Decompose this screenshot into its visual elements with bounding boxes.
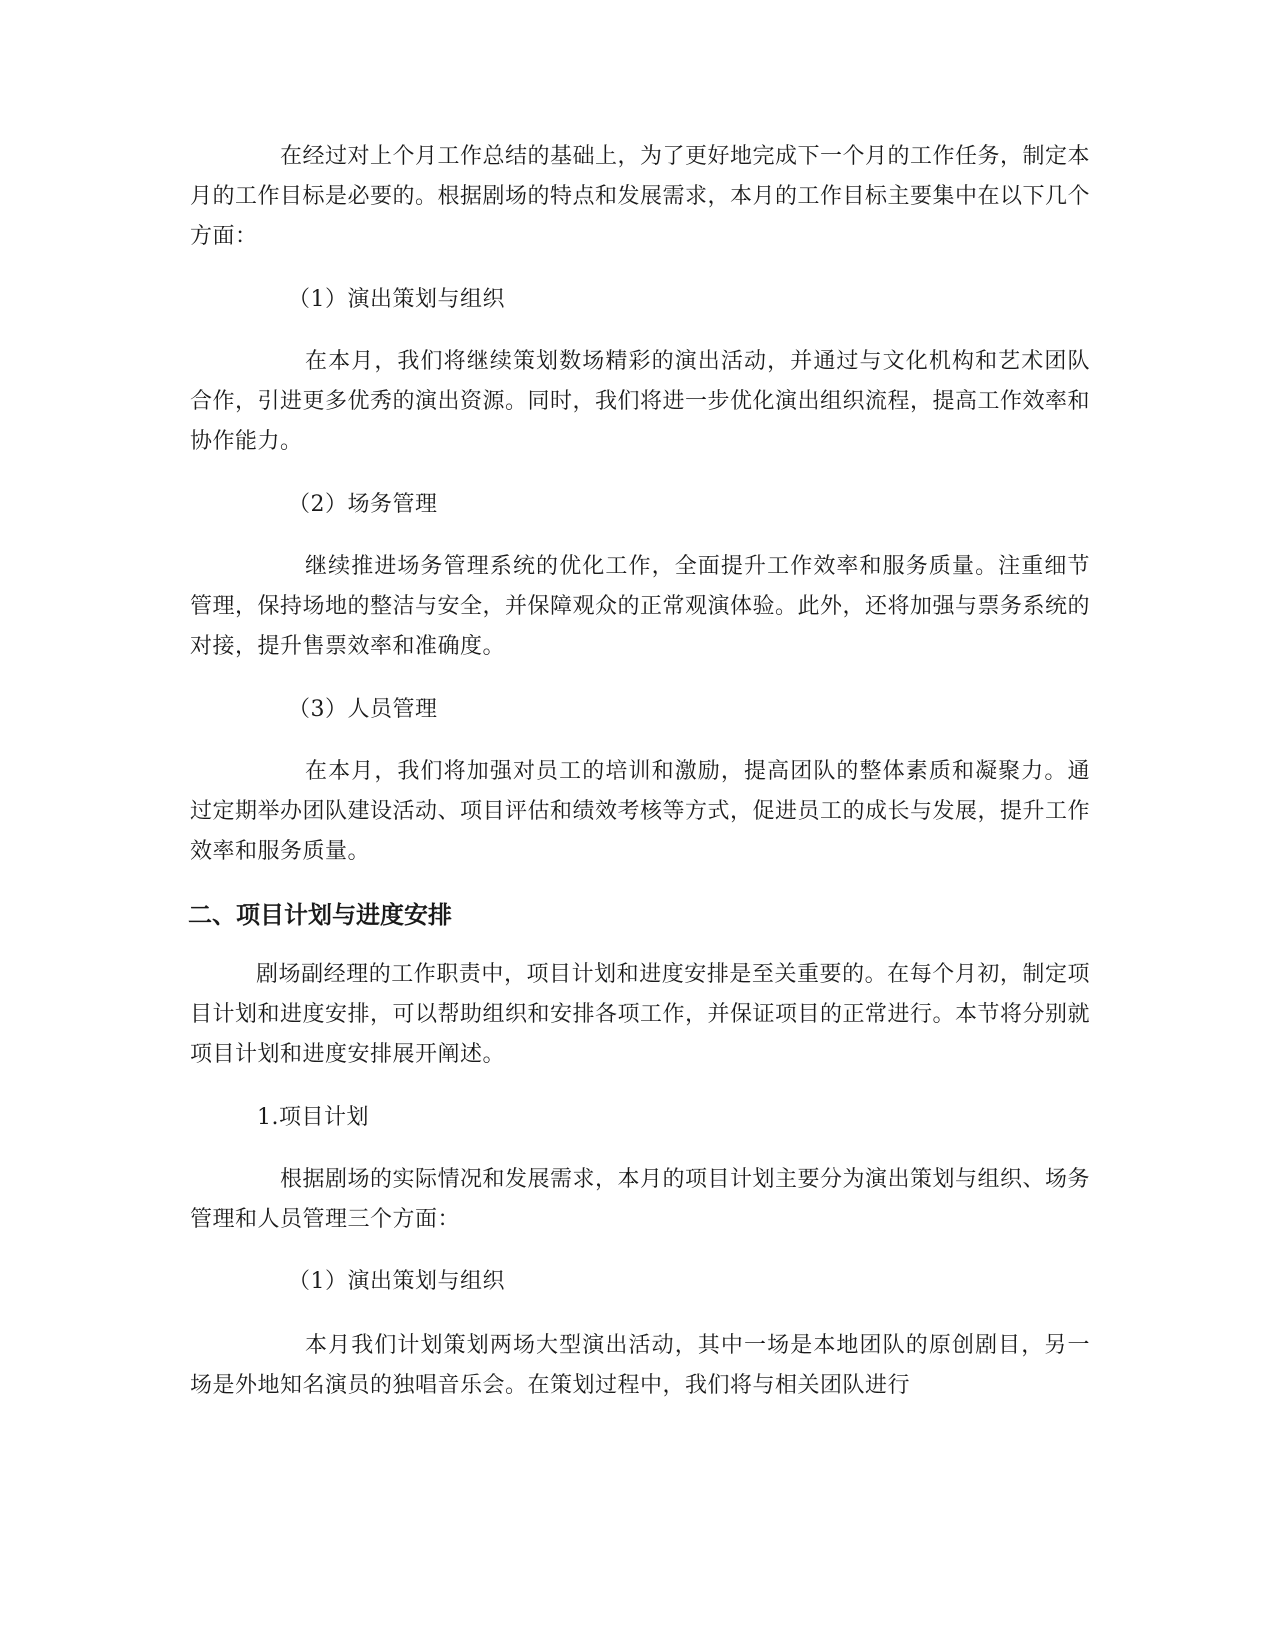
plan-item-title: （1）演出策划与组织 (288, 1269, 505, 1294)
goal-title-1: （1）演出策划与组织 (288, 287, 505, 312)
subsection-intro: 根据剧场的实际情况和发展需求，本月的项目计划主要分为演出策划与组织、场务管理和人员管理三个方面： (190, 1167, 1091, 1232)
goal-body-1: 在本月，我们将继续策划数场精彩的演出活动，并通过与文化机构和艺术团队合作，引进更多优秀的演出资源。同时，我们将进一步优化演出组织流程，提高工作效率和协作能力。 (190, 349, 1091, 454)
section-intro: 剧场副经理的工作职责中，项目计划和进度安排是至关重要的。在每个月初，制定项目计划和进度安排，可以帮助组织和安排各项工作，并保证项目的正常进行。本节将分别就项目计划和进度安排展开阐述。 (190, 962, 1091, 1067)
goal-title-3: （3）人员管理 (288, 697, 438, 722)
intro-paragraph: 在经过对上个月工作总结的基础上，为了更好地完成下一个月的工作任务，制定本月的工作目标是必要的。根据剧场的特点和发展需求，本月的工作目标主要集中在以下几个方面： (190, 144, 1091, 249)
plan-item-body: 本月我们计划策划两场大型演出活动，其中一场是本地团队的原创剧目，另一场是外地知名演员的独唱音乐会。在策划过程中，我们将与相关团队进行 (190, 1333, 1090, 1398)
goal-title-2: （2）场务管理 (288, 492, 438, 517)
goal-body-2: 继续推进场务管理系统的优化工作，全面提升工作效率和服务质量。注重细节管理，保持场地的整洁与安全，并保障观众的正常观演体验。此外，还将加强与票务系统的对接，提升售票效率和准确度。 (190, 554, 1091, 659)
goal-body-3: 在本月，我们将加强对员工的培训和激励，提高团队的整体素质和凝聚力。通过定期举办团队建设活动、项目评估和绩效考核等方式，促进员工的成长与发展，提升工作效率和服务质量。 (190, 759, 1091, 864)
section-heading: 二、项目计划与进度安排 (188, 901, 452, 929)
subsection-title: 1.项目计划 (257, 1105, 369, 1130)
